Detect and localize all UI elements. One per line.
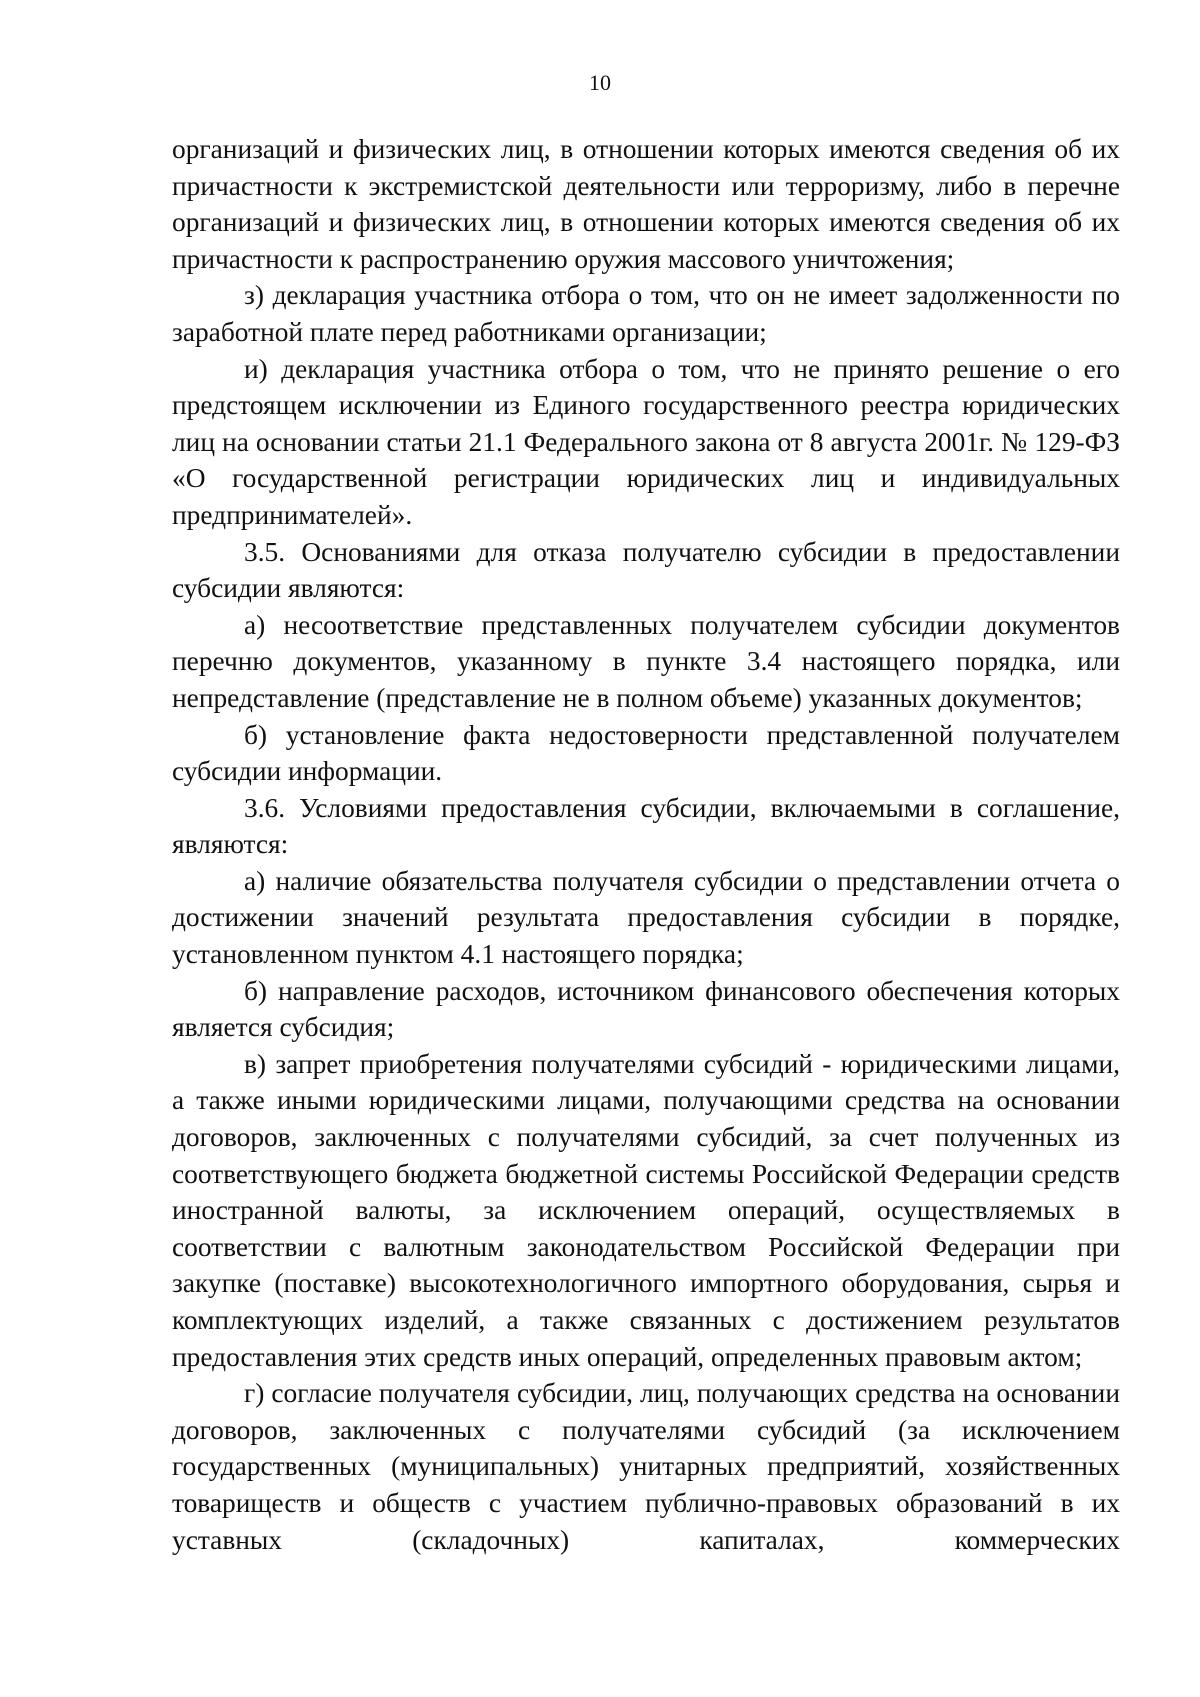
paragraph-3-5: 3.5. Основаниями для отказа получателю субсидии в предоставлении субсидии являются: [172,536,1120,604]
document-body [172,131,1120,1558]
paragraph-3-5-a: а) несоответствие представленных получателем субсидии документов перечню документов, указанному в пункте 3.4 настоящего порядка, или непредставление (представление не в полном объеме) указанных документов; [172,609,1120,713]
paragraph-3-6-b: б) направление расходов, источником финансового обеспечения которых является субсидия; [172,975,1120,1043]
paragraph-item-z: з) декларация участника отбора о том, что он не имеет задолженности по заработной плате перед работниками организации; [172,280,1120,347]
page-number: 10 [589,70,611,95]
paragraph-3-6-v: в) запрет приобретения получателями субсидий - юридическими лицами, а также иными юридическими лицами, получающими средства на основании договоров, заключенных с получателями субсидий, за счет полученных из соответствующего бюджета бюджетной системы Российской Федерации средств иностранной валюты, за исключением операций, осуществляемых в соответствии с валютным законодательством Российской Федерации при закупке (поставке) высокотехнологичного импортного оборудования, сырья и комплектующих изделий, а также связанных с достижением результатов предоставления этих средств иных операций, определенных правовым актом; [172,1048,1120,1372]
paragraph-continuation: организаций и физических лиц, в отношении которых имеются сведения об их причастности к экстремистской деятельности или терроризму, либо в перечне организаций и физических лиц, в отношении которых имеются сведения об их причастности к распространению оружия массового уничтожения; [172,134,1120,274]
paragraph-3-6-a: а) наличие обязательства получателя субсидии о представлении отчета о достижении значений результата предоставления субсидии в порядке, установленном пунктом 4.1 настоящего порядка; [172,865,1120,970]
paragraph-item-i: и) декларация участника отбора о том, что не принято решение о его предстоящем исключении из Единого государственного реестра юридических лиц на основании статьи 21.1 Федерального закона от 8 августа 2001г. № 129-ФЗ «О государственной регистрации юридических лиц и индивидуальных предпринимателей». [172,353,1120,530]
paragraph-3-6-g: г) согласие получателя субсидии, лиц, получающих средства на основании договоров, заключенных с получателями субсидий (за исключением государственных (муниципальных) унитарных предприятий, хозяйственных товариществ и обществ с участием публично-правовых образований в их уставных (складочных) капиталах, коммерческих [172,1378,1120,1555]
paragraph-3-6: 3.6. Условиями предоставления субсидии, включаемыми в соглашение, являются: [172,792,1120,860]
paragraph-3-5-b: б) установление факта недостоверности представленной получателем субсидии информации. [172,719,1120,787]
